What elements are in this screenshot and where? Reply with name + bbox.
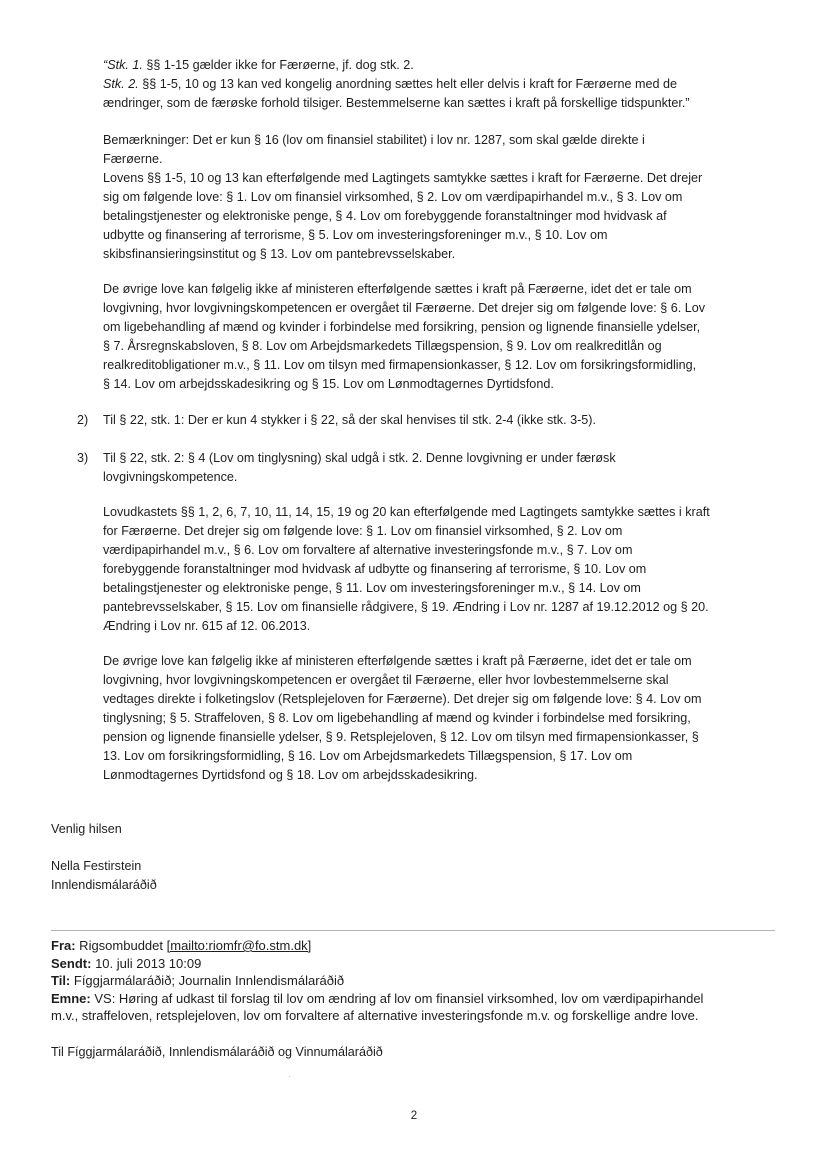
remarks-line: skibsfinansieringsinstitut og § 13. Lov om pantebrevsselskaber.: [103, 247, 456, 261]
paragraph-line: forebyggende foranstaltninger mod hvidvask af udbytte og finansering af terrorisme, § 10. Lov om: [103, 562, 647, 576]
sent-value: 10. juli 2013 10:09: [91, 955, 202, 971]
paragraph-line: lovgivning, hvor lovgivningskompetencen er overgået til Færøerne, eller hvor lovbestemmelserne skal: [103, 673, 669, 687]
paragraph-line: § 7. Årsregnskabsloven, § 8. Lov om Arbejdsmarkedets Tillægspension, § 9. Lov om realkreditlån og: [103, 339, 662, 353]
closing: [51, 820, 781, 839]
subject-value: VS: Høring af udkast til forslag til lov om ændring af lov om finansiel virksomhed, lov om værdipapirhandel: [90, 990, 704, 1006]
page-number: 2: [410, 1110, 418, 1122]
remarks-paragraph: [103, 131, 775, 264]
paragraph-line: Ændring i Lov nr. 615 af 12. 06.2013.: [103, 619, 311, 633]
item-2: [103, 411, 775, 430]
email-from: [51, 937, 781, 955]
other-laws-paragraph-2: [103, 652, 775, 785]
paragraph-line: for Færøerne. Det drejer sig om følgende love: § 1. Lov om finansiel virksomhed, § 2. Lov om: [103, 524, 623, 538]
item-2-text: Til § 22, stk. 1: Der er kun 4 stykker i § 22, så der skal henvises til stk. 2-4 (ikke stk. 3-5).: [103, 413, 596, 427]
recipients: [51, 1043, 781, 1062]
paragraph-line: tinglysning; § 5. Straffeloven, § 8. Lov om ligebehandling af mænd og kvinder i forbindelse med forsikring,: [103, 711, 691, 725]
stk2-line2: ændringer, som de færøske forhold tilsiger. Bestemmelserne kan sættes i kraft på forskellige tidspunkter.”: [103, 96, 690, 110]
paragraph-line: De øvrige love kan følgelig ikke af ministeren efterfølgende sættes i kraft på Færøerne, idet det er tale om: [103, 282, 692, 296]
item-2-number: 2): [77, 413, 89, 427]
remarks-line: Lovens §§ 1-5, 10 og 13 kan efterfølgende med Lagtingets samtykke sættes i kraft for Færøerne. Det drejer: [103, 171, 703, 185]
mailto-link[interactable]: [mailto:riomfr@fo.stm.dk]: [166, 938, 312, 953]
paragraph-line: 13. Lov om forsikringsformidling, § 16. Lov om Arbejdsmarkedets Tillægspension, § 17. Lov om: [103, 749, 633, 763]
recipients-text: Til Fíggjarmálaráðið, Innlendismálaráðið og Vinnumálaráðið: [51, 1045, 383, 1059]
paragraph-line: § 14. Lov om arbejdsskadesikring og § 15. Lov om Lønmodtagernes Dyrtidsfond.: [103, 377, 554, 391]
remarks-line: udbytte og finansering af terrorisme, § 5. Lov om investeringsforeninger m.v., § 10. Lov om: [103, 228, 608, 242]
sent-label: Sendt:: [51, 955, 92, 971]
email-to: [51, 972, 781, 990]
stk2-label: Stk. 2.: [103, 77, 139, 91]
signature-name: Nella Festirstein: [51, 859, 142, 873]
email-header: [51, 937, 781, 1025]
stk2-text: §§ 1-5, 10 og 13 kan ved kongelig anordning sættes helt eller delvis i kraft for Færøerne med de: [138, 77, 678, 91]
to-value: Fíggjarmálaráðið; Journalin Innlendismálaráðið: [70, 973, 345, 988]
paragraph-line: pantebrevsselskaber, § 15. Lov om finansielle rådgivere, § 19. Ændring i Lov nr. 1287 af 19.12.2012 og § 20.: [103, 600, 709, 614]
scan-speck: [289, 1076, 290, 1077]
to-label: Til:: [51, 973, 71, 988]
remarks-line: Færøerne.: [103, 152, 163, 166]
email-sent: [51, 955, 781, 973]
paragraph-line: lovgivning, hvor lovgivningskompetencen er overgået til Færøerne. Det drejer sig om følgende love: § 6. Lov: [103, 301, 706, 315]
paragraph-line: betalingstjenester og elektroniske penge, § 11. Lov om investeringsforeninger m.v., § 14. Lov om: [103, 581, 641, 595]
subject-label: Emne:: [51, 990, 91, 1006]
paragraph-line: realkreditobligationer m.v., § 11. Lov om tilsyn med firmapensionkasser, § 12. Lov om forsikringsformidling,: [103, 358, 697, 372]
paragraph-line: Lønmodtagernes Dyrtidsfond og § 18. Lov om arbejdsskadesikring.: [103, 768, 478, 782]
from-value: Rigsombuddet: [75, 938, 167, 953]
stk1-label: “Stk. 1.: [103, 58, 143, 72]
from-label: Fra:: [51, 938, 76, 953]
item-3-line: lovgivningskompetence.: [103, 470, 238, 484]
paragraph-line: Lovudkastets §§ 1, 2, 6, 7, 10, 11, 14, 15, 19 og 20 kan efterfølgende med Lagtingets samtykke sættes i kraft: [103, 505, 710, 519]
stk1-text: §§ 1-15 gælder ikke for Færøerne, jf. dog stk. 2.: [142, 58, 414, 72]
email-separator: [51, 930, 775, 931]
paragraph-line: om ligebehandling af mænd og kvinder i forbindelse med forsikring, pension og lignende finansielle ydelser,: [103, 320, 701, 334]
paragraph-line: pension og lignende finansielle ydelser, § 9. Retsplejeloven, § 12. Lov om tilsyn med firmapensionkasser, §: [103, 730, 699, 744]
paragraph-line: De øvrige love kan følgelig ikke af ministeren efterfølgende sættes i kraft på Færøerne, idet det er tale om: [103, 654, 692, 668]
quoted-statute: [103, 56, 775, 113]
closing-text: Venlig hilsen: [51, 822, 122, 836]
remarks-line: sig om følgende love: § 1. Lov om finansiel virksomhed, § 2. Lov om værdipapirhandel m.v., § 3. Lov om: [103, 190, 683, 204]
paragraph-line: vedtages direkte i folketingslov (Retsplejeloven for Færøerne). Det drejer sig om følgende love: § 4. Lov om: [103, 692, 702, 706]
remarks-line: betalingstjenester og elektroniske penge, § 4. Lov om forebyggende foranstaltninger mod hvidvask af: [103, 209, 667, 223]
paragraph-line: værdipapirhandel m.v., § 6. Lov om forvaltere af alternative investeringsfonde m.v., § 7. Lov om: [103, 543, 633, 557]
item-3-line: Til § 22, stk. 2: § 4 (Lov om tinglysning) skal udgå i stk. 2. Denne lovgivning er under færøsk: [103, 451, 616, 465]
other-laws-paragraph-1: [103, 280, 775, 394]
signature-dept: Innlendismálaráðið: [51, 878, 157, 892]
email-subject: [51, 990, 781, 1008]
signature: [51, 857, 781, 895]
subject-line2: m.v., straffeloven, retsplejeloven, lov om forvaltere af alternative investeringsfonde m.v. og forskellige andre love.: [51, 1008, 699, 1023]
item-3-number: 3): [77, 451, 89, 465]
item-3: [103, 449, 775, 487]
remarks-line: Bemærkninger: Det er kun § 16 (lov om finansiel stabilitet) i lov nr. 1287, som skal gælde direkte i: [103, 133, 645, 147]
draft-paragraph: [103, 503, 775, 636]
